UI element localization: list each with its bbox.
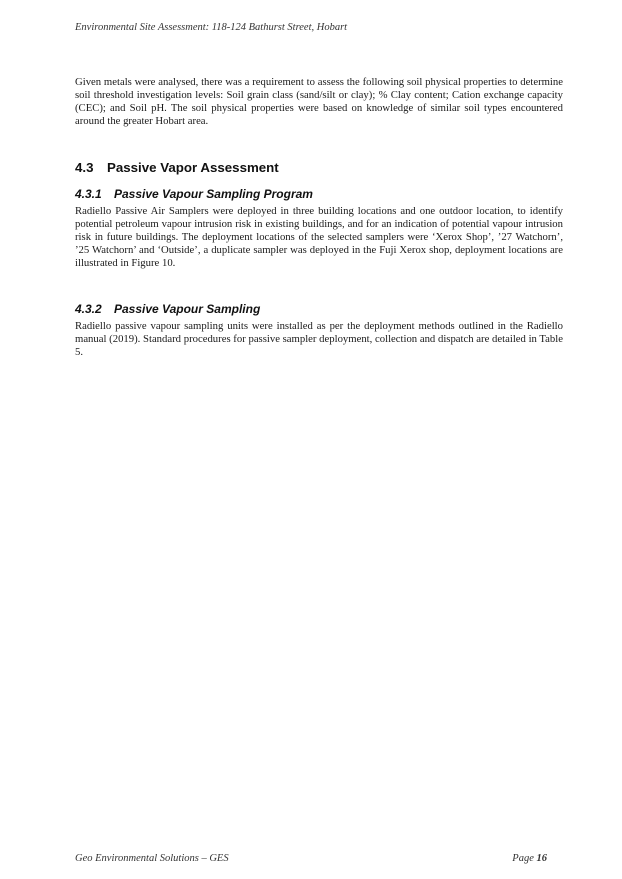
subsection-number: 4.3.2 bbox=[75, 302, 102, 316]
subsection-title: Passive Vapour Sampling bbox=[114, 302, 261, 316]
page-number: 16 bbox=[536, 853, 547, 864]
subsection-heading-4-3-1 bbox=[75, 187, 313, 201]
vapour-sampling-paragraph: Radiello passive vapour sampling units were installed as per the deployment methods outlined in the Radiello manual (2019). Standard procedures for passive sampler deployment, collection and dispatch are detailed in Table 5. bbox=[75, 320, 563, 359]
sampling-program-paragraph: Radiello Passive Air Samplers were deployed in three building locations and one outdoor location, to identify potential petroleum vapour intrusion risk in existing buildings, and for an indication of potential vapour intrusion risk in future buildings. The deployment locations of the selected samplers were ‘Xerox Shop’, ’27 Watchorn’, ’25 Watchorn’ and ‘Outside’, a duplicate sampler was deployed in the Fuji Xerox shop, deployment locations are illustrated in Figure 10. bbox=[75, 205, 563, 270]
section-number: 4.3 bbox=[75, 160, 94, 175]
section-heading-4-3 bbox=[75, 160, 279, 175]
subsection-title: Passive Vapour Sampling Program bbox=[114, 187, 313, 201]
page-header: Environmental Site Assessment: 118-124 Bathurst Street, Hobart bbox=[75, 22, 348, 33]
subsection-heading-4-3-2 bbox=[75, 302, 260, 316]
section-title: Passive Vapor Assessment bbox=[107, 160, 279, 175]
subsection-number: 4.3.1 bbox=[75, 187, 102, 201]
page-label: Page bbox=[512, 853, 534, 864]
footer-page-indicator bbox=[512, 853, 547, 864]
footer-company: Geo Environmental Solutions – GES bbox=[75, 853, 229, 864]
intro-paragraph: Given metals were analysed, there was a requirement to assess the following soil physical properties to determine soil threshold investigation levels: Soil grain class (sand/silt or clay); % Clay content; Cation exchange capacity (CEC); and Soil pH. The soil physical properties were based on knowledge of similar soil types encountered around the greater Hobart area. bbox=[75, 76, 563, 128]
